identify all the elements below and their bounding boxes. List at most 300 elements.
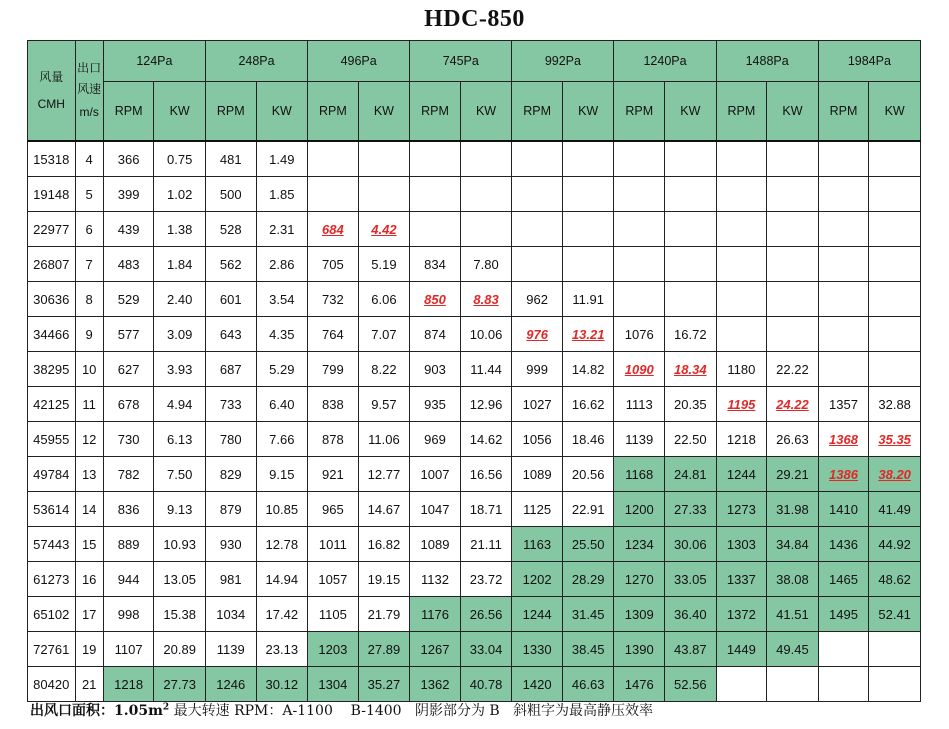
rpm-cell: 1410	[818, 492, 869, 527]
kw-cell: 20.35	[665, 387, 717, 422]
kw-cell	[767, 282, 819, 317]
rpm-cell	[614, 177, 665, 212]
kw-cell	[460, 141, 512, 177]
rpm-cell: 1168	[614, 457, 665, 492]
kw-cell: 52.56	[665, 667, 717, 702]
rpm-cell: 1270	[614, 562, 665, 597]
table-row	[28, 177, 921, 212]
rpm-cell: 838	[308, 387, 359, 422]
kw-cell: 7.66	[256, 422, 308, 457]
rpm-header: RPM	[818, 82, 869, 142]
kw-header: KW	[665, 82, 717, 142]
airflow-cell: 26807	[28, 247, 76, 282]
kw-cell: 20.89	[154, 632, 206, 667]
kw-cell	[460, 212, 512, 247]
rpm-cell	[512, 141, 563, 177]
rpm-header: RPM	[205, 82, 256, 142]
airflow-cell: 30636	[28, 282, 76, 317]
rpm-cell: 976	[512, 317, 563, 352]
rpm-cell: 1132	[410, 562, 461, 597]
kw-header: KW	[358, 82, 410, 142]
rpm-cell: 439	[103, 212, 154, 247]
rpm-cell: 930	[205, 527, 256, 562]
rpm-header: RPM	[410, 82, 461, 142]
airflow-unit: CMH	[37, 96, 65, 111]
kw-cell	[562, 247, 614, 282]
rpm-cell: 730	[103, 422, 154, 457]
kw-cell: 2.40	[154, 282, 206, 317]
rpm-cell: 1449	[716, 632, 767, 667]
rpm-cell: 965	[308, 492, 359, 527]
rpm-cell	[308, 141, 359, 177]
kw-cell: 33.04	[460, 632, 512, 667]
table-row	[28, 562, 921, 597]
kw-cell: 24.22	[767, 387, 819, 422]
rpm-cell: 1105	[308, 597, 359, 632]
velocity-cell: 19	[75, 632, 103, 667]
rpm-cell: 935	[410, 387, 461, 422]
kw-cell: 7.50	[154, 457, 206, 492]
kw-cell: 41.51	[767, 597, 819, 632]
pressure-header: 992Pa	[512, 41, 614, 82]
header-row-units	[28, 82, 921, 142]
airflow-cell: 38295	[28, 352, 76, 387]
rpm-cell	[716, 212, 767, 247]
kw-cell	[358, 177, 410, 212]
kw-cell: 10.85	[256, 492, 308, 527]
kw-cell	[767, 177, 819, 212]
rpm-cell: 1368	[818, 422, 869, 457]
kw-cell: 15.38	[154, 597, 206, 632]
kw-cell: 38.08	[767, 562, 819, 597]
rpm-cell: 780	[205, 422, 256, 457]
kw-cell: 14.82	[562, 352, 614, 387]
rpm-header: RPM	[308, 82, 359, 142]
kw-cell: 25.50	[562, 527, 614, 562]
airflow-label: 风量	[39, 69, 64, 84]
kw-cell: 27.89	[358, 632, 410, 667]
table-row	[28, 457, 921, 492]
kw-cell: 22.22	[767, 352, 819, 387]
table-row	[28, 387, 921, 422]
kw-cell: 19.15	[358, 562, 410, 597]
velocity-cell: 15	[75, 527, 103, 562]
rpm-cell	[716, 247, 767, 282]
airflow-cell: 49784	[28, 457, 76, 492]
velocity-cell: 7	[75, 247, 103, 282]
rpm-cell: 1246	[205, 667, 256, 702]
rpm-cell: 874	[410, 317, 461, 352]
performance-table	[27, 40, 921, 702]
rpm-cell: 1273	[716, 492, 767, 527]
rpm-cell: 399	[103, 177, 154, 212]
velocity-cell: 13	[75, 457, 103, 492]
kw-cell	[358, 141, 410, 177]
footnote-max-rpm: 最大转速 RPM：A-1100	[173, 703, 333, 719]
rpm-header: RPM	[614, 82, 665, 142]
rpm-cell	[716, 317, 767, 352]
velocity-header	[75, 41, 103, 142]
rpm-cell: 1304	[308, 667, 359, 702]
kw-cell: 16.56	[460, 457, 512, 492]
rpm-cell	[614, 247, 665, 282]
rpm-cell: 1195	[716, 387, 767, 422]
kw-cell: 4.35	[256, 317, 308, 352]
rpm-cell: 1303	[716, 527, 767, 562]
kw-cell: 10.06	[460, 317, 512, 352]
kw-header: KW	[869, 82, 921, 142]
pressure-header: 1984Pa	[818, 41, 920, 82]
rpm-cell	[716, 667, 767, 702]
kw-header: KW	[256, 82, 308, 142]
kw-cell: 30.06	[665, 527, 717, 562]
kw-cell: 30.12	[256, 667, 308, 702]
rpm-cell	[614, 141, 665, 177]
airflow-cell: 15318	[28, 141, 76, 177]
rpm-cell: 1337	[716, 562, 767, 597]
kw-cell: 5.19	[358, 247, 410, 282]
outlet-label: 出口	[77, 61, 102, 75]
rpm-cell	[410, 141, 461, 177]
velocity-unit: m/s	[79, 105, 99, 119]
kw-cell: 6.40	[256, 387, 308, 422]
rpm-cell: 529	[103, 282, 154, 317]
airflow-cell: 22977	[28, 212, 76, 247]
rpm-cell	[308, 177, 359, 212]
footnote-shade-note: 阴影部分为 B	[414, 703, 500, 719]
table-row	[28, 352, 921, 387]
rpm-cell	[716, 282, 767, 317]
kw-cell: 9.13	[154, 492, 206, 527]
kw-cell	[767, 247, 819, 282]
kw-cell: 1.38	[154, 212, 206, 247]
rpm-cell	[716, 141, 767, 177]
pressure-header: 1240Pa	[614, 41, 716, 82]
rpm-cell: 1234	[614, 527, 665, 562]
airflow-cell: 19148	[28, 177, 76, 212]
table-row	[28, 317, 921, 352]
kw-header: KW	[562, 82, 614, 142]
kw-cell	[460, 177, 512, 212]
rpm-cell: 500	[205, 177, 256, 212]
header-row-pressure	[28, 41, 921, 82]
rpm-cell: 1090	[614, 352, 665, 387]
kw-cell: 12.77	[358, 457, 410, 492]
rpm-cell: 1218	[716, 422, 767, 457]
pressure-header: 1488Pa	[716, 41, 818, 82]
kw-header: KW	[460, 82, 512, 142]
kw-cell: 20.56	[562, 457, 614, 492]
pressure-header: 124Pa	[103, 41, 205, 82]
pressure-header: 496Pa	[308, 41, 410, 82]
kw-cell: 6.06	[358, 282, 410, 317]
kw-cell	[665, 212, 717, 247]
rpm-cell: 829	[205, 457, 256, 492]
kw-cell: 3.54	[256, 282, 308, 317]
rpm-cell	[818, 282, 869, 317]
kw-cell: 44.92	[869, 527, 921, 562]
kw-cell: 8.83	[460, 282, 512, 317]
rpm-cell: 366	[103, 141, 154, 177]
kw-cell	[562, 212, 614, 247]
kw-cell: 27.33	[665, 492, 717, 527]
rpm-cell	[512, 212, 563, 247]
velocity-cell: 16	[75, 562, 103, 597]
rpm-cell: 1218	[103, 667, 154, 702]
kw-cell: 38.45	[562, 632, 614, 667]
kw-cell	[767, 212, 819, 247]
rpm-cell	[410, 212, 461, 247]
airflow-cell: 45955	[28, 422, 76, 457]
rpm-cell: 1027	[512, 387, 563, 422]
rpm-cell: 1386	[818, 457, 869, 492]
airflow-cell: 57443	[28, 527, 76, 562]
rpm-cell: 1076	[614, 317, 665, 352]
kw-cell: 31.45	[562, 597, 614, 632]
kw-cell	[869, 282, 921, 317]
table-row	[28, 667, 921, 702]
kw-cell: 13.05	[154, 562, 206, 597]
kw-cell	[869, 141, 921, 177]
kw-cell: 32.88	[869, 387, 921, 422]
rpm-cell	[818, 177, 869, 212]
kw-cell: 14.67	[358, 492, 410, 527]
rpm-cell: 481	[205, 141, 256, 177]
rpm-cell: 1139	[614, 422, 665, 457]
kw-cell	[869, 212, 921, 247]
rpm-cell: 1139	[205, 632, 256, 667]
footnote	[30, 700, 653, 720]
kw-cell: 10.93	[154, 527, 206, 562]
rpm-cell: 1495	[818, 597, 869, 632]
rpm-cell: 1057	[308, 562, 359, 597]
kw-cell: 7.07	[358, 317, 410, 352]
kw-cell: 24.81	[665, 457, 717, 492]
kw-cell: 0.75	[154, 141, 206, 177]
kw-cell: 13.21	[562, 317, 614, 352]
kw-cell: 35.35	[869, 422, 921, 457]
kw-cell: 18.46	[562, 422, 614, 457]
kw-cell: 33.05	[665, 562, 717, 597]
kw-cell	[767, 141, 819, 177]
kw-cell: 16.82	[358, 527, 410, 562]
airflow-header	[28, 41, 76, 142]
kw-cell: 26.63	[767, 422, 819, 457]
rpm-cell: 1330	[512, 632, 563, 667]
kw-cell: 28.29	[562, 562, 614, 597]
rpm-header: RPM	[716, 82, 767, 142]
velocity-cell: 17	[75, 597, 103, 632]
velocity-cell: 6	[75, 212, 103, 247]
kw-cell: 46.63	[562, 667, 614, 702]
kw-cell: 21.79	[358, 597, 410, 632]
rpm-cell	[818, 352, 869, 387]
airflow-cell: 72761	[28, 632, 76, 667]
rpm-cell: 1034	[205, 597, 256, 632]
kw-cell: 3.09	[154, 317, 206, 352]
rpm-cell: 998	[103, 597, 154, 632]
kw-header: KW	[154, 82, 206, 142]
rpm-cell	[818, 212, 869, 247]
kw-cell: 6.13	[154, 422, 206, 457]
rpm-cell: 921	[308, 457, 359, 492]
rpm-cell: 1390	[614, 632, 665, 667]
kw-cell: 23.72	[460, 562, 512, 597]
rpm-cell: 889	[103, 527, 154, 562]
kw-cell: 16.72	[665, 317, 717, 352]
rpm-cell: 878	[308, 422, 359, 457]
velocity-cell: 8	[75, 282, 103, 317]
kw-cell: 1.85	[256, 177, 308, 212]
table-row	[28, 247, 921, 282]
velocity-cell: 4	[75, 141, 103, 177]
kw-cell: 11.06	[358, 422, 410, 457]
rpm-cell: 999	[512, 352, 563, 387]
kw-cell: 17.42	[256, 597, 308, 632]
table-row	[28, 141, 921, 177]
kw-cell: 43.87	[665, 632, 717, 667]
rpm-cell: 850	[410, 282, 461, 317]
table-row	[28, 282, 921, 317]
rpm-cell: 879	[205, 492, 256, 527]
rpm-cell: 782	[103, 457, 154, 492]
kw-cell: 2.31	[256, 212, 308, 247]
kw-cell: 18.71	[460, 492, 512, 527]
kw-cell: 11.91	[562, 282, 614, 317]
kw-cell	[869, 247, 921, 282]
airflow-cell: 65102	[28, 597, 76, 632]
velocity-label: 风速	[77, 82, 102, 96]
velocity-cell: 21	[75, 667, 103, 702]
rpm-cell: 1125	[512, 492, 563, 527]
kw-cell	[767, 317, 819, 352]
rpm-cell: 1163	[512, 527, 563, 562]
rpm-cell: 1357	[818, 387, 869, 422]
rpm-cell: 1476	[614, 667, 665, 702]
rpm-cell	[818, 632, 869, 667]
kw-cell	[869, 667, 921, 702]
rpm-cell: 1244	[716, 457, 767, 492]
airflow-cell: 80420	[28, 667, 76, 702]
rpm-cell: 684	[308, 212, 359, 247]
kw-cell: 1.84	[154, 247, 206, 282]
rpm-cell	[614, 212, 665, 247]
kw-cell: 31.98	[767, 492, 819, 527]
rpm-cell: 1180	[716, 352, 767, 387]
kw-cell: 1.02	[154, 177, 206, 212]
rpm-cell: 1244	[512, 597, 563, 632]
table-row	[28, 632, 921, 667]
kw-cell: 38.20	[869, 457, 921, 492]
kw-cell: 49.45	[767, 632, 819, 667]
rpm-cell: 764	[308, 317, 359, 352]
kw-cell: 11.44	[460, 352, 512, 387]
rpm-cell: 1465	[818, 562, 869, 597]
kw-cell: 4.94	[154, 387, 206, 422]
kw-cell: 8.22	[358, 352, 410, 387]
rpm-cell: 944	[103, 562, 154, 597]
kw-cell: 41.49	[869, 492, 921, 527]
kw-cell	[665, 282, 717, 317]
velocity-cell: 14	[75, 492, 103, 527]
rpm-cell: 678	[103, 387, 154, 422]
rpm-cell	[818, 247, 869, 282]
rpm-cell: 1113	[614, 387, 665, 422]
rpm-cell: 627	[103, 352, 154, 387]
airflow-cell: 34466	[28, 317, 76, 352]
rpm-cell: 962	[512, 282, 563, 317]
rpm-cell	[410, 177, 461, 212]
rpm-cell: 1011	[308, 527, 359, 562]
kw-cell: 22.50	[665, 422, 717, 457]
kw-cell	[665, 177, 717, 212]
kw-cell	[869, 317, 921, 352]
rpm-cell: 1056	[512, 422, 563, 457]
kw-cell	[665, 141, 717, 177]
kw-cell: 29.21	[767, 457, 819, 492]
footnote-area-sup: 2	[162, 702, 170, 713]
kw-cell: 14.62	[460, 422, 512, 457]
kw-cell: 26.56	[460, 597, 512, 632]
rpm-cell: 705	[308, 247, 359, 282]
kw-cell	[665, 247, 717, 282]
velocity-cell: 12	[75, 422, 103, 457]
kw-cell: 4.42	[358, 212, 410, 247]
kw-header: KW	[767, 82, 819, 142]
rpm-cell: 577	[103, 317, 154, 352]
table-row	[28, 212, 921, 247]
table-row	[28, 422, 921, 457]
rpm-cell: 1309	[614, 597, 665, 632]
table-body	[28, 141, 921, 702]
rpm-header: RPM	[103, 82, 154, 142]
footnote-area-value: 1.05m	[114, 703, 163, 719]
footnote-b-rpm: B-1400	[350, 703, 402, 719]
kw-cell: 3.93	[154, 352, 206, 387]
rpm-cell: 1089	[512, 457, 563, 492]
rpm-cell: 1202	[512, 562, 563, 597]
kw-cell: 1.49	[256, 141, 308, 177]
rpm-cell: 1436	[818, 527, 869, 562]
kw-cell: 14.94	[256, 562, 308, 597]
rpm-cell: 1007	[410, 457, 461, 492]
rpm-cell: 1047	[410, 492, 461, 527]
rpm-cell	[614, 282, 665, 317]
kw-cell: 9.57	[358, 387, 410, 422]
pressure-header: 745Pa	[410, 41, 512, 82]
velocity-cell: 10	[75, 352, 103, 387]
rpm-cell: 1203	[308, 632, 359, 667]
velocity-cell: 9	[75, 317, 103, 352]
kw-cell: 5.29	[256, 352, 308, 387]
rpm-header: RPM	[512, 82, 563, 142]
rpm-cell: 799	[308, 352, 359, 387]
rpm-cell: 687	[205, 352, 256, 387]
kw-cell: 9.15	[256, 457, 308, 492]
velocity-cell: 5	[75, 177, 103, 212]
rpm-cell: 834	[410, 247, 461, 282]
velocity-cell: 11	[75, 387, 103, 422]
rpm-cell: 483	[103, 247, 154, 282]
rpm-cell: 1420	[512, 667, 563, 702]
rpm-cell: 1372	[716, 597, 767, 632]
kw-cell: 2.86	[256, 247, 308, 282]
kw-cell	[869, 632, 921, 667]
rpm-cell	[716, 177, 767, 212]
kw-cell: 18.34	[665, 352, 717, 387]
rpm-cell: 528	[205, 212, 256, 247]
rpm-cell: 733	[205, 387, 256, 422]
